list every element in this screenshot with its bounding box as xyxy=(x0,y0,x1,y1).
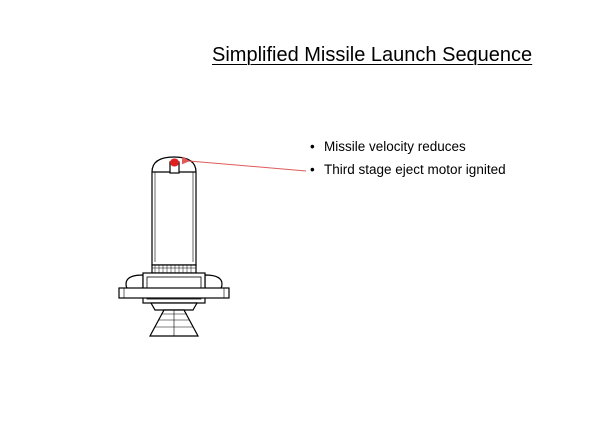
ring-band xyxy=(152,265,196,273)
bullet-dot: • xyxy=(310,162,315,177)
stage-platform xyxy=(119,288,229,298)
slide-title: Simplified Missile Launch Sequence xyxy=(212,44,533,66)
bullet-text: Third stage eject motor ignited xyxy=(324,162,506,177)
missile-drawing xyxy=(119,157,229,336)
eject-motor-ignition xyxy=(170,159,179,167)
bullet-text: Missile velocity reduces xyxy=(324,139,466,154)
bullet-dot: • xyxy=(310,139,315,154)
interstage xyxy=(151,303,197,310)
pointer-arrow xyxy=(189,161,306,171)
